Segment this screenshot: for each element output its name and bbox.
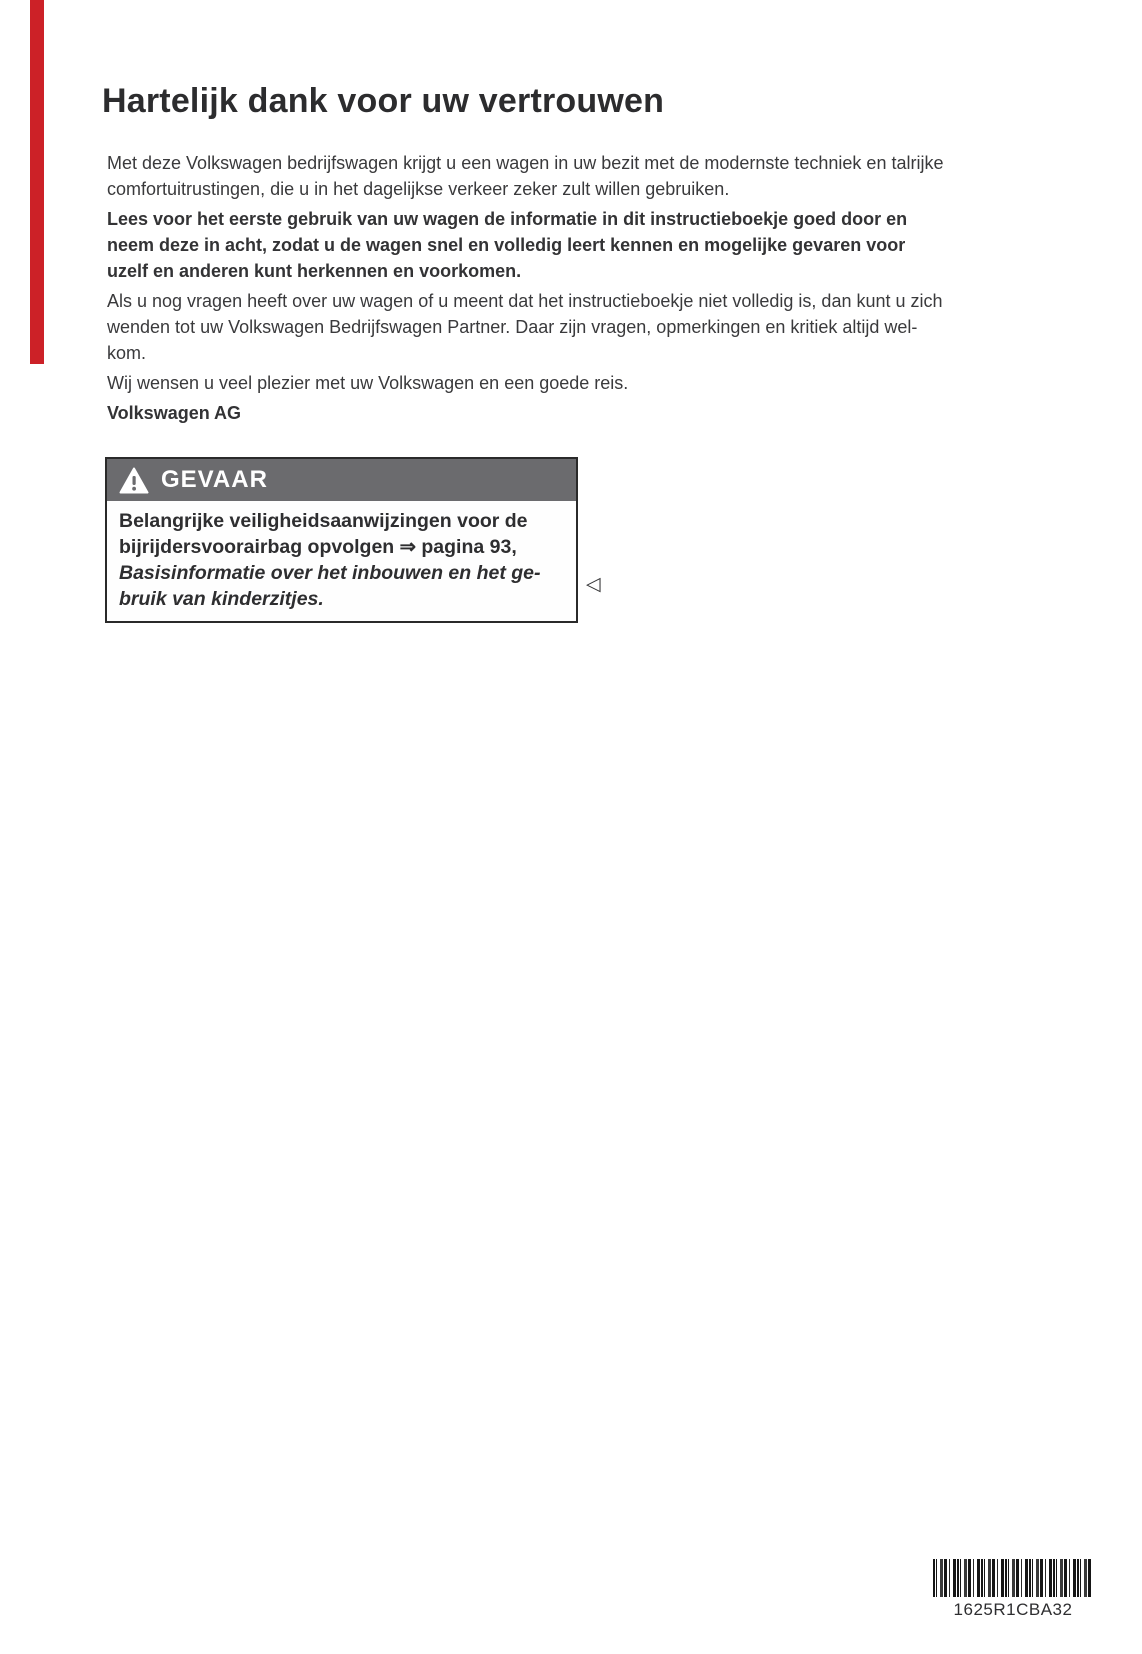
warning-text-line: Basisinformatie over het inbouwen en het ge- bbox=[119, 562, 541, 584]
text-line: wenden tot uw Volkswagen Bedrijfswagen Partner. Daar zijn vragen, opmerkingen en kritiek altijd wel- bbox=[107, 317, 918, 337]
intro-text bbox=[107, 150, 1087, 430]
page-title: Hartelijk dank voor uw vertrouwen bbox=[102, 82, 665, 120]
paragraph-intro-2 bbox=[107, 206, 1087, 284]
signature-volkswagen-ag: Volkswagen AG bbox=[107, 403, 242, 423]
text-line: comfortuitrustingen, die u in het dagelijkse verkeer zeker zult willen gebruiken. bbox=[107, 179, 730, 199]
warning-triangle-icon bbox=[119, 467, 149, 494]
barcode-text: 1625R1CBA32 bbox=[953, 1600, 1073, 1619]
text-line: neem deze in acht, zodat u de wagen snel en volledig leert kennen en mogelijke gevaren voor bbox=[107, 235, 906, 255]
warning-text-line: bruik van kinderzitjes. bbox=[119, 588, 324, 610]
text-line: Lees voor het eerste gebruik van uw wagen de informatie in dit instructieboekje goed door en bbox=[107, 209, 908, 229]
warning-text-line: bijrijdersvoorairbag opvolgen ⇒ pagina 93, bbox=[119, 536, 517, 558]
text-line: Wij wensen u veel plezier met uw Volkswagen en een goede reis. bbox=[107, 373, 629, 393]
text-line: uzelf en anderen kunt herkennen en voorkomen. bbox=[107, 261, 522, 281]
warning-text-line: Belangrijke veiligheidsaanwijzingen voor de bbox=[119, 510, 528, 532]
danger-warning-box bbox=[105, 457, 578, 623]
danger-header bbox=[107, 459, 576, 501]
paragraph-intro-1 bbox=[107, 150, 1087, 202]
text-line: kom. bbox=[107, 343, 147, 363]
danger-body bbox=[107, 501, 576, 621]
barcode bbox=[933, 1559, 1093, 1620]
paragraph-intro-4 bbox=[107, 370, 1087, 396]
red-section-marker bbox=[30, 0, 44, 364]
danger-label: GEVAAR bbox=[161, 466, 268, 493]
left-triangle-icon: ◁ bbox=[586, 574, 601, 595]
paragraph-intro-3 bbox=[107, 288, 1087, 366]
barcode-bars bbox=[933, 1559, 1093, 1597]
text-line: Met deze Volkswagen bedrijfswagen krijgt u een wagen in uw bezit met de modernste techniek en talrijke bbox=[107, 153, 944, 173]
text-line: Als u nog vragen heeft over uw wagen of u meent dat het instructieboekje niet volledig is, dan kunt u zich bbox=[107, 291, 943, 311]
